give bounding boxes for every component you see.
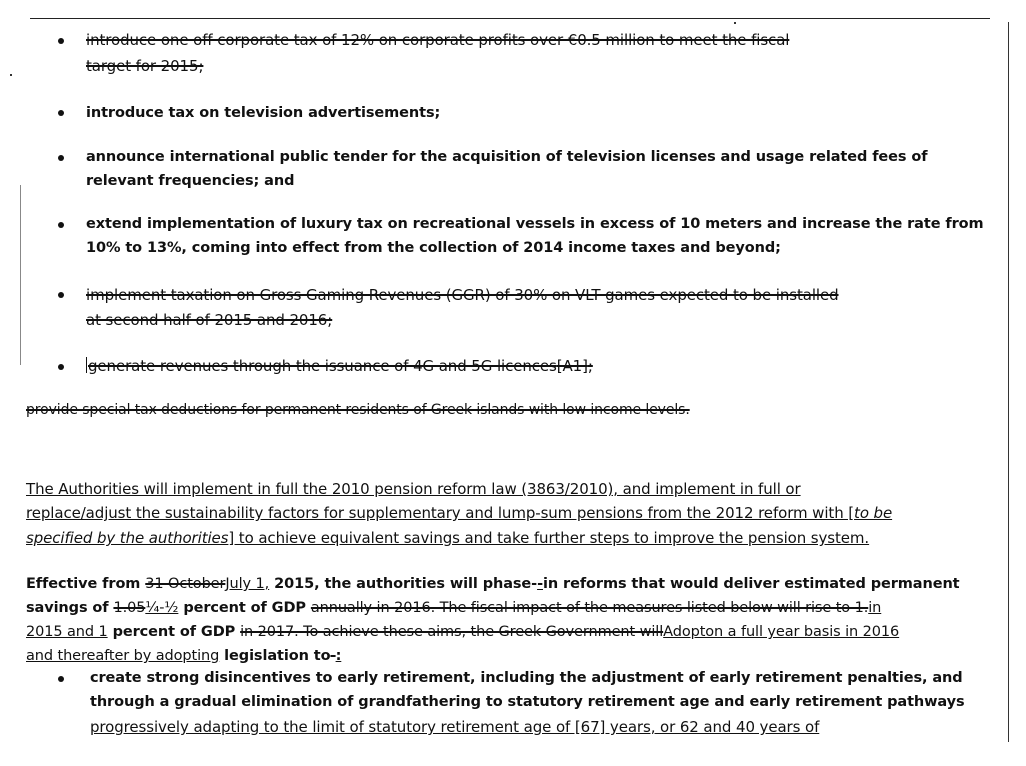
scan-border-right xyxy=(1008,22,1009,742)
bullet-4-line-2: 10% to 13%, coming into effect from the collection of 2014 income taxes and beyond; xyxy=(86,240,781,256)
bullet-5-line-2: at second half of 2015 and 2016; xyxy=(86,311,333,329)
bullet-dot xyxy=(58,676,64,682)
effective-para-line-2: savings of 1.05¼-½ percent of GDP annually in 2016. The fiscal impact of the measures listed below will rise to 1.in xyxy=(26,600,882,616)
special-deductions-line: provide special tax deductions for permanent residents of Greek islands with low income levels. xyxy=(26,402,690,418)
scan-border-left xyxy=(20,185,21,365)
pension-para-italic-1: to be xyxy=(854,504,893,522)
bullet-1-line-1: introduce one off corporate tax of 12% on corporate profits over €0.5 million to meet the fiscal xyxy=(86,31,790,49)
retirement-bullet-line-1: create strong disincentives to early retirement, including the adjustment of early retirement penalties, and xyxy=(90,670,963,686)
retirement-bullet-line-2: through a gradual elimination of grandfathering to statutory retirement age and early retirement pathways xyxy=(90,694,965,710)
pension-para-line-1: The Authorities will implement in full the 2010 pension reform law (3863/2010), and implement in full or xyxy=(26,480,801,498)
bullet-4-line-1: extend implementation of luxury tax on recreational vessels in excess of 10 meters and increase the rate from xyxy=(86,216,984,232)
bullet-1-line-2: target for 2015; xyxy=(86,57,204,75)
pension-para-line-2: replace/adjust the sustainability factors for supplementary and lump-sum pensions from the 2012 reform with [to be xyxy=(26,504,893,522)
bullet-3-line-2: relevant frequencies; and xyxy=(86,173,295,189)
retirement-bullet-line-3: progressively adapting to the limit of statutory retirement age of [67] years, or 62 and 40 years of xyxy=(90,718,820,736)
bullet-dot xyxy=(58,364,64,370)
scan-speck xyxy=(10,74,12,76)
text-cursor-mark xyxy=(86,357,87,373)
bullet-dot xyxy=(58,292,64,298)
bullet-2-line-1: introduce tax on television advertisements; xyxy=(86,105,441,121)
effective-para-line-3: 2015 and 1 percent of GDP in 2017. To achieve these aims, the Greek Government willAdopton a full year basis in 2016 xyxy=(26,624,900,640)
bullet-dot xyxy=(58,38,64,44)
bullet-5-line-1: implement taxation on Gross Gaming Revenues (GGR) of 30% on VLT games expected to be installed xyxy=(86,286,839,304)
bullet-6-line xyxy=(86,354,593,378)
bullet-dot xyxy=(58,110,64,116)
bullet-6-end: ; xyxy=(587,357,593,375)
comment-marker: [A1] xyxy=(556,357,588,375)
pension-para-italic-2: specified by the authorities xyxy=(26,529,229,547)
pension-para-line-3: specified by the authorities] to achieve equivalent savings and take further steps to improve the pension system. xyxy=(26,529,870,547)
bullet-3-line-1: announce international public tender for the acquisition of television licenses and usage related fees of xyxy=(86,149,928,165)
effective-para-line-4: and thereafter by adopting legislation to-: xyxy=(26,648,342,664)
scan-speck xyxy=(734,22,736,24)
effective-para-line-1: Effective from 31 OctoberJuly 1, 2015, the authorities will phase--in reforms that would deliver estimated permanent xyxy=(26,576,960,592)
bullet-dot xyxy=(58,155,64,161)
bullet-6-text: generate revenues through the issuance of 4G and 5G licences xyxy=(88,357,557,375)
scan-border-top xyxy=(30,18,990,19)
bullet-dot xyxy=(58,222,64,228)
